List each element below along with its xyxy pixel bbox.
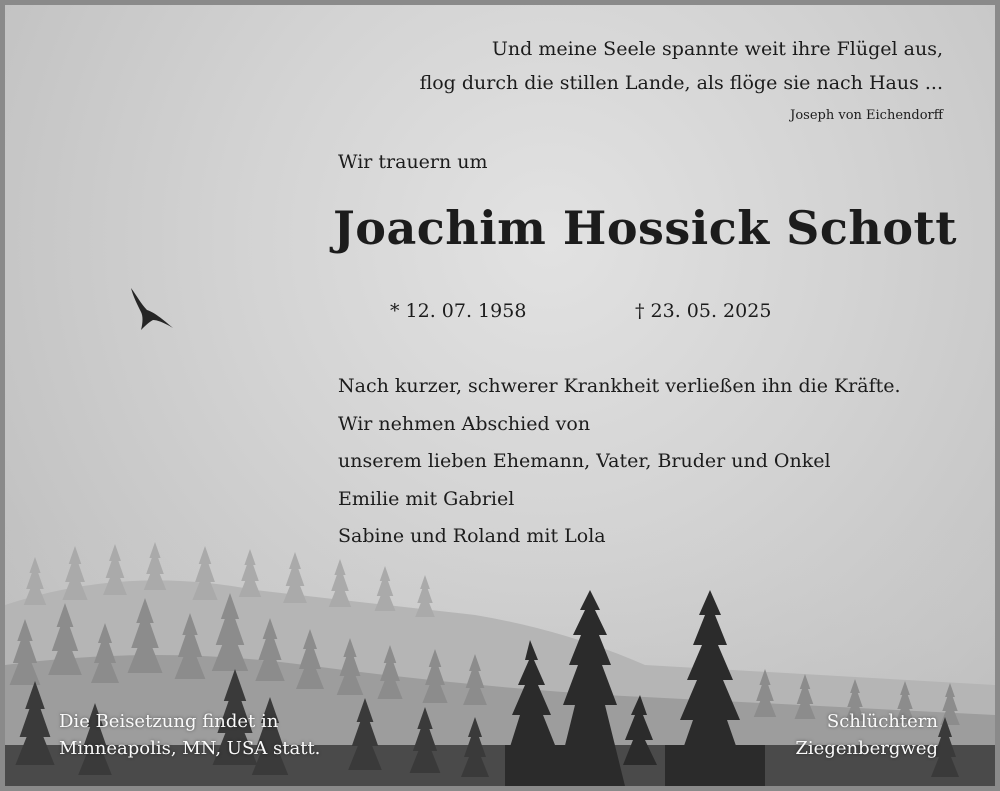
mourner-line-1: Emilie mit Gabriel	[338, 488, 515, 510]
birth-date: * 12. 07. 1958	[390, 300, 527, 322]
deceased-name: Joachim Hossick Schott	[333, 201, 958, 255]
burial-notice-line-1: Die Beisetzung findet in	[59, 711, 279, 732]
quote-line-1: Und meine Seele spannte weit ihre Flügel aus,	[491, 38, 943, 60]
burial-notice	[59, 708, 320, 762]
quote-author: Joseph von Eichendorff	[790, 108, 943, 123]
mourner-line-2: Sabine und Roland mit Lola	[338, 525, 606, 547]
quote-line-2: flog durch die stillen Lande, als flöge sie nach Haus ...	[419, 72, 943, 94]
text-line-3: unserem lieben Ehemann, Vater, Bruder und Onkel	[338, 450, 831, 472]
text-line-1: Nach kurzer, schwerer Krankheit verließen ihn die Kräfte.	[338, 375, 901, 397]
address	[795, 708, 938, 762]
bird-icon	[125, 286, 185, 336]
address-line-1: Schlüchtern	[826, 711, 938, 732]
address-line-2: Ziegenbergweg	[795, 738, 938, 759]
burial-notice-line-2: Minneapolis, MN, USA statt.	[59, 738, 321, 759]
intro-text: Wir trauern um	[338, 151, 488, 173]
death-date: † 23. 05. 2025	[635, 300, 772, 322]
text-line-2: Wir nehmen Abschied von	[338, 413, 591, 435]
